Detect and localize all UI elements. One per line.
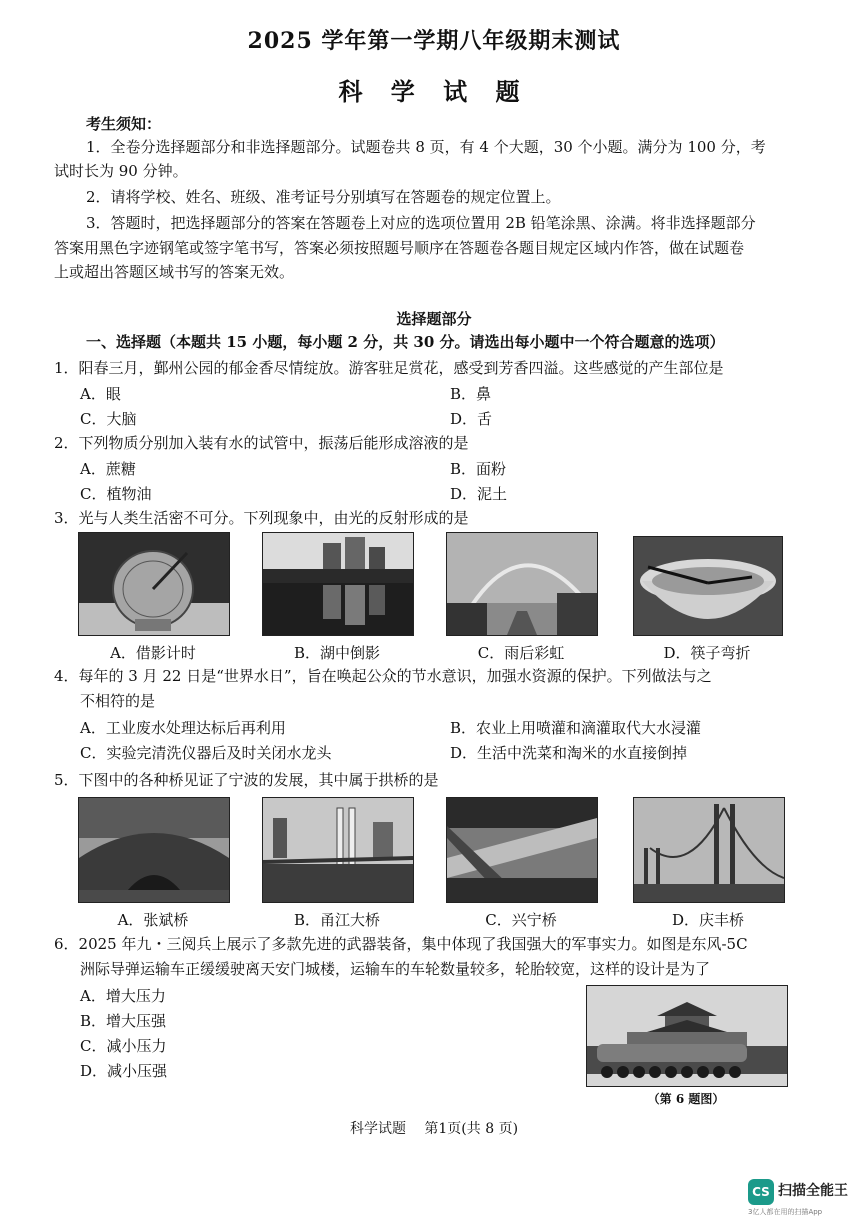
notice-line-1: 1．全卷分选择题部分和非选择题部分。试题卷共 8 页，有 4 个大题，30 个小题。满分为 100 分，考 (86, 138, 766, 156)
yongjiang-bridge-photo (262, 797, 414, 903)
q4-stem-line-1: 4．每年的 3 月 22 日是“世界水日”，旨在唤起公众的节水意识，加强水资源的保护。下列做法与之 (54, 667, 712, 685)
notice-line-5: 答案用黑色字迹钢笔或签字笔书写，答案必须按照题号顺序在答题卷各题目规定区域内作答，做在试题卷 (54, 239, 745, 257)
q1-option-a: A．眼 (80, 385, 121, 403)
section-title: 选择题部分 (396, 310, 472, 328)
lake-reflection-photo (262, 532, 414, 636)
q2-option-a: A．蔗糖 (80, 460, 136, 478)
q5-option-a: A．张斌桥 (117, 911, 189, 929)
q6-option-a: A．增大压力 (80, 987, 166, 1005)
q2-stem: 2．下列物质分别加入装有水的试管中，振荡后能形成溶液的是 (54, 434, 469, 452)
notice-line-3: 2．请将学校、姓名、班级、准考证号分别填写在答题卷的规定位置上。 (86, 188, 561, 206)
part-heading: 一、选择题（本题共 15 小题，每小题 2 分，共 30 分。请选出每小题中一个符合题意的选项） (86, 333, 725, 351)
exam-subtitle: 科 学 试 题 (338, 77, 530, 106)
rainbow-photo (446, 532, 598, 636)
q3-option-c: C．雨后彩虹 (477, 644, 565, 662)
q1-option-b: B．鼻 (450, 385, 492, 403)
q5-option-b: B．甬江大桥 (293, 911, 381, 929)
sundial-photo (78, 532, 230, 636)
q6-stem-line-1: 6．2025 年九・三阅兵上展示了多款先进的武器装备，集中体现了我国强大的军事实力。如图是东风-5C (54, 935, 748, 953)
q2-option-b: B．面粉 (450, 460, 507, 478)
camscanner-logo-icon: CS (748, 1179, 774, 1205)
q1-stem: 1．阳春三月，鄞州公园的郁金香尽情绽放。游客驻足赏花，感受到芳香四溢。这些感觉的产生部位是 (54, 359, 724, 377)
q5-stem: 5．下图中的各种桥见证了宁波的发展，其中属于拱桥的是 (54, 771, 439, 789)
zhangbin-bridge-photo (78, 797, 230, 903)
watermark-name: 扫描全能王 (778, 1183, 848, 1199)
q4-option-b: B．农业上用喷灌和滴灌取代大水浸灌 (450, 719, 702, 737)
watermark-subtext: 3亿人都在用的扫描App (748, 1208, 823, 1216)
q3-stem: 3．光与人类生活密不可分。下列现象中，由光的反射形成的是 (54, 509, 469, 527)
q6-figure-caption: （第 6 题图） (647, 1092, 725, 1106)
page-footer: 科学试题 第1页(共 8 页) (349, 1121, 519, 1137)
q6-option-c: C．减小压力 (80, 1037, 167, 1055)
notice-line-4: 3．答题时，把选择题部分的答案在答题卷上对应的选项位置用 2B 铅笔涂黑、涂满。将非选择题部分 (86, 214, 756, 232)
q6-stem-line-2: 洲际导弹运输车正缓缓驶离天安门城楼，运输车的车轮数量较多，轮胎较宽，这样的设计是为了 (80, 960, 711, 978)
tiananmen-transporter-photo (586, 985, 788, 1087)
q3-option-b: B．湖中倒影 (293, 644, 381, 662)
scanner-watermark (748, 1176, 856, 1220)
q4-option-c: C．实验完清洗仪器后及时关闭水龙头 (80, 744, 332, 762)
chopsticks-bowl-photo (633, 536, 783, 636)
q2-option-c: C．植物油 (80, 485, 152, 503)
q6-option-b: B．增大压强 (80, 1012, 167, 1030)
q1-option-d: D．舌 (450, 410, 493, 428)
q5-option-d: D．庆丰桥 (671, 911, 745, 929)
q5-option-c: C．兴宁桥 (485, 911, 557, 929)
qingfeng-bridge-photo (633, 797, 785, 903)
exam-title: 2025 学年第一学期八年级期末测试 (247, 28, 621, 54)
q6-option-d: D．减小压强 (80, 1062, 168, 1080)
q2-option-d: D．泥土 (450, 485, 508, 503)
notice-line-6: 上或超出答题区域书写的答案无效。 (54, 263, 295, 281)
q3-option-d: D．筷子弯折 (663, 644, 751, 662)
notice-heading: 考生须知： (86, 115, 162, 133)
q4-option-a: A．工业废水处理达标后再利用 (80, 719, 286, 737)
q4-option-d: D．生活中洗菜和淘米的水直接倒掉 (450, 744, 688, 762)
xingning-bridge-photo (446, 797, 598, 903)
notice-line-2: 试时长为 90 分钟。 (54, 162, 188, 180)
q4-stem-line-2: 不相符的是 (80, 692, 156, 710)
q3-option-a: A．借影计时 (110, 644, 196, 662)
q1-option-c: C．大脑 (80, 410, 137, 428)
